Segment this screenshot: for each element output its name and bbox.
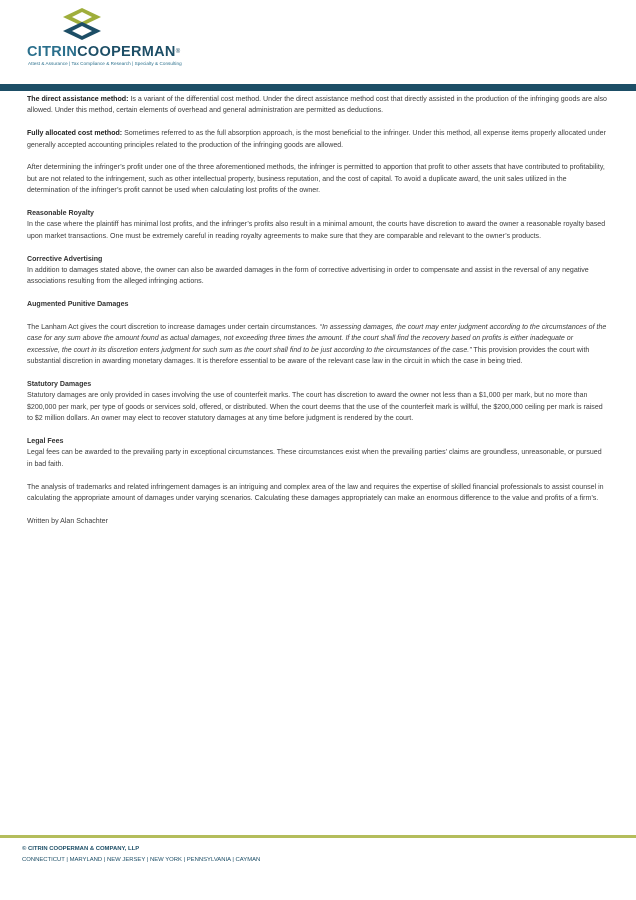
statutory-damages-paragraph: Statutory damages are only provided in cases involving the use of counterfeit marks. The court has discretion to award the owner not less than a $1,000 per mark, but no more than $200,000 per mark, per type of goods or services sold, offered, or distributed. When the court deems that the use of the counterfeit mark is willful, the $200,000 ceiling per mark is raised to $2 million dollars. An owner may elect to recover statutory damages at any time before judgment is rendered by the court. xyxy=(27,392,603,423)
direct-assistance-heading: The direct assistance method: xyxy=(27,96,129,103)
lanham-intro: The Lanham Act gives the court discretion to increase damages under certain circumstances. xyxy=(27,324,320,332)
fully-allocated-heading: Fully allocated cost method: xyxy=(27,130,123,138)
footer-divider-bar xyxy=(0,835,636,838)
apportion-paragraph: After determining the infringer’s profit under one of the three aforementioned methods, the infringer is permitted to apportion that profit to other assets that have contributed to profitability, but are not related to the infringement, such as other intellectual property, business reputation, and the cost of capital. To avoid a duplicate award, the unit sales utilized in the determination of the infringer’s profit cannot be used when calculating lost profits of the owner. xyxy=(27,164,605,195)
company-name-part1: CITRIN xyxy=(27,44,78,60)
author-byline: Written by Alan Schachter xyxy=(27,517,108,525)
corrective-advertising-paragraph: In addition to damages stated above, the owner can also be awarded damages in the form of corrective advertising in order to compensate and assist in the reversal of any negative associations resulting from the alleged infringing actions. xyxy=(27,267,589,286)
corrective-advertising-heading: Corrective Advertising xyxy=(27,255,103,263)
header-divider-bar xyxy=(0,84,636,91)
company-name-part2: COOPERMAN xyxy=(77,44,176,60)
citrin-cooperman-logo-icon xyxy=(58,7,106,43)
footer-locations: CONNECTICUT | MARYLAND | NEW JERSEY | NEW YORK | PENNSYLVANIA | CAYMAN xyxy=(22,857,261,863)
lanham-rest: This provision provides the court with substantial discretion in awarding monetary damages. It is therefore essential to be aware of the relevant case law in the circuit in which the case in being tried. xyxy=(27,346,590,366)
lanham-act-paragraph xyxy=(27,322,607,368)
statutory-damages-heading: Statutory Damages xyxy=(27,381,92,389)
augmented-punitive-heading: Augmented Punitive Damages xyxy=(27,301,129,309)
registered-mark: ® xyxy=(175,49,181,55)
legal-fees-heading: Legal Fees xyxy=(27,438,64,446)
reasonable-royalty-heading: Reasonable Royalty xyxy=(27,210,94,218)
lanham-quote: “In assessing damages, the court may enter judgment according to the circumstances of the case for any sum above the amount found as actual damages, not exceeding three times the amount. If the court shall find the recovery based on profits is either inadequate or excessive, the court in its discretion enters judgment for such sum as the court shall find to be just according to the circumstances of the case.” xyxy=(27,324,607,354)
reasonable-royalty-paragraph: In the case where the plaintiff has minimal lost profits, and the infringer’s profits also result in a minimal amount, the courts have discretion to award the owner a reasonable royalty based upon market transactions. One must be extremely careful in reading royalty agreements to make sure that they are comparable and relevant to the owner’s products. xyxy=(27,221,606,240)
footer-copyright: © CITRIN COOPERMAN & COMPANY, LLP xyxy=(22,846,140,852)
company-tagline: Attest & Assurance | Tax Compliance & Research | Specialty & Consulting xyxy=(28,61,182,66)
direct-assistance-text: Is a variant of the differential cost method. Under the direct assistance method cost that directly assisted in the production of the infringing goods are also allowed. Under this method, certain elements of overhead and general administration are permitted as deductions. xyxy=(27,96,607,115)
analysis-paragraph: The analysis of trademarks and related infringement damages is an intriguing and complex area of the law and requires the expertise of skilled financial professionals to assist counsel in calculating the appropriate amount of damages under varying scenarios. Calculating these damages appropriately can make an enormous difference to the value and profits of a firm’s. xyxy=(27,483,604,503)
company-name xyxy=(27,44,180,60)
article-body xyxy=(27,94,607,539)
fully-allocated-paragraph xyxy=(27,128,607,151)
direct-assistance-paragraph xyxy=(27,94,607,117)
legal-fees-paragraph: Legal fees can be awarded to the prevailing party in exceptional circumstances. These circumstances exist when the prevailing parties’ claims are groundless, unreasonable, or pursued in bad faith. xyxy=(27,449,602,468)
fully-allocated-text: Sometimes referred to as the full absorption approach, is the most beneficial to the infringer. Under this method, all expense items properly allocated under generally accepted accounting principles related to the production of the infringing goods are allowed. xyxy=(27,130,606,149)
